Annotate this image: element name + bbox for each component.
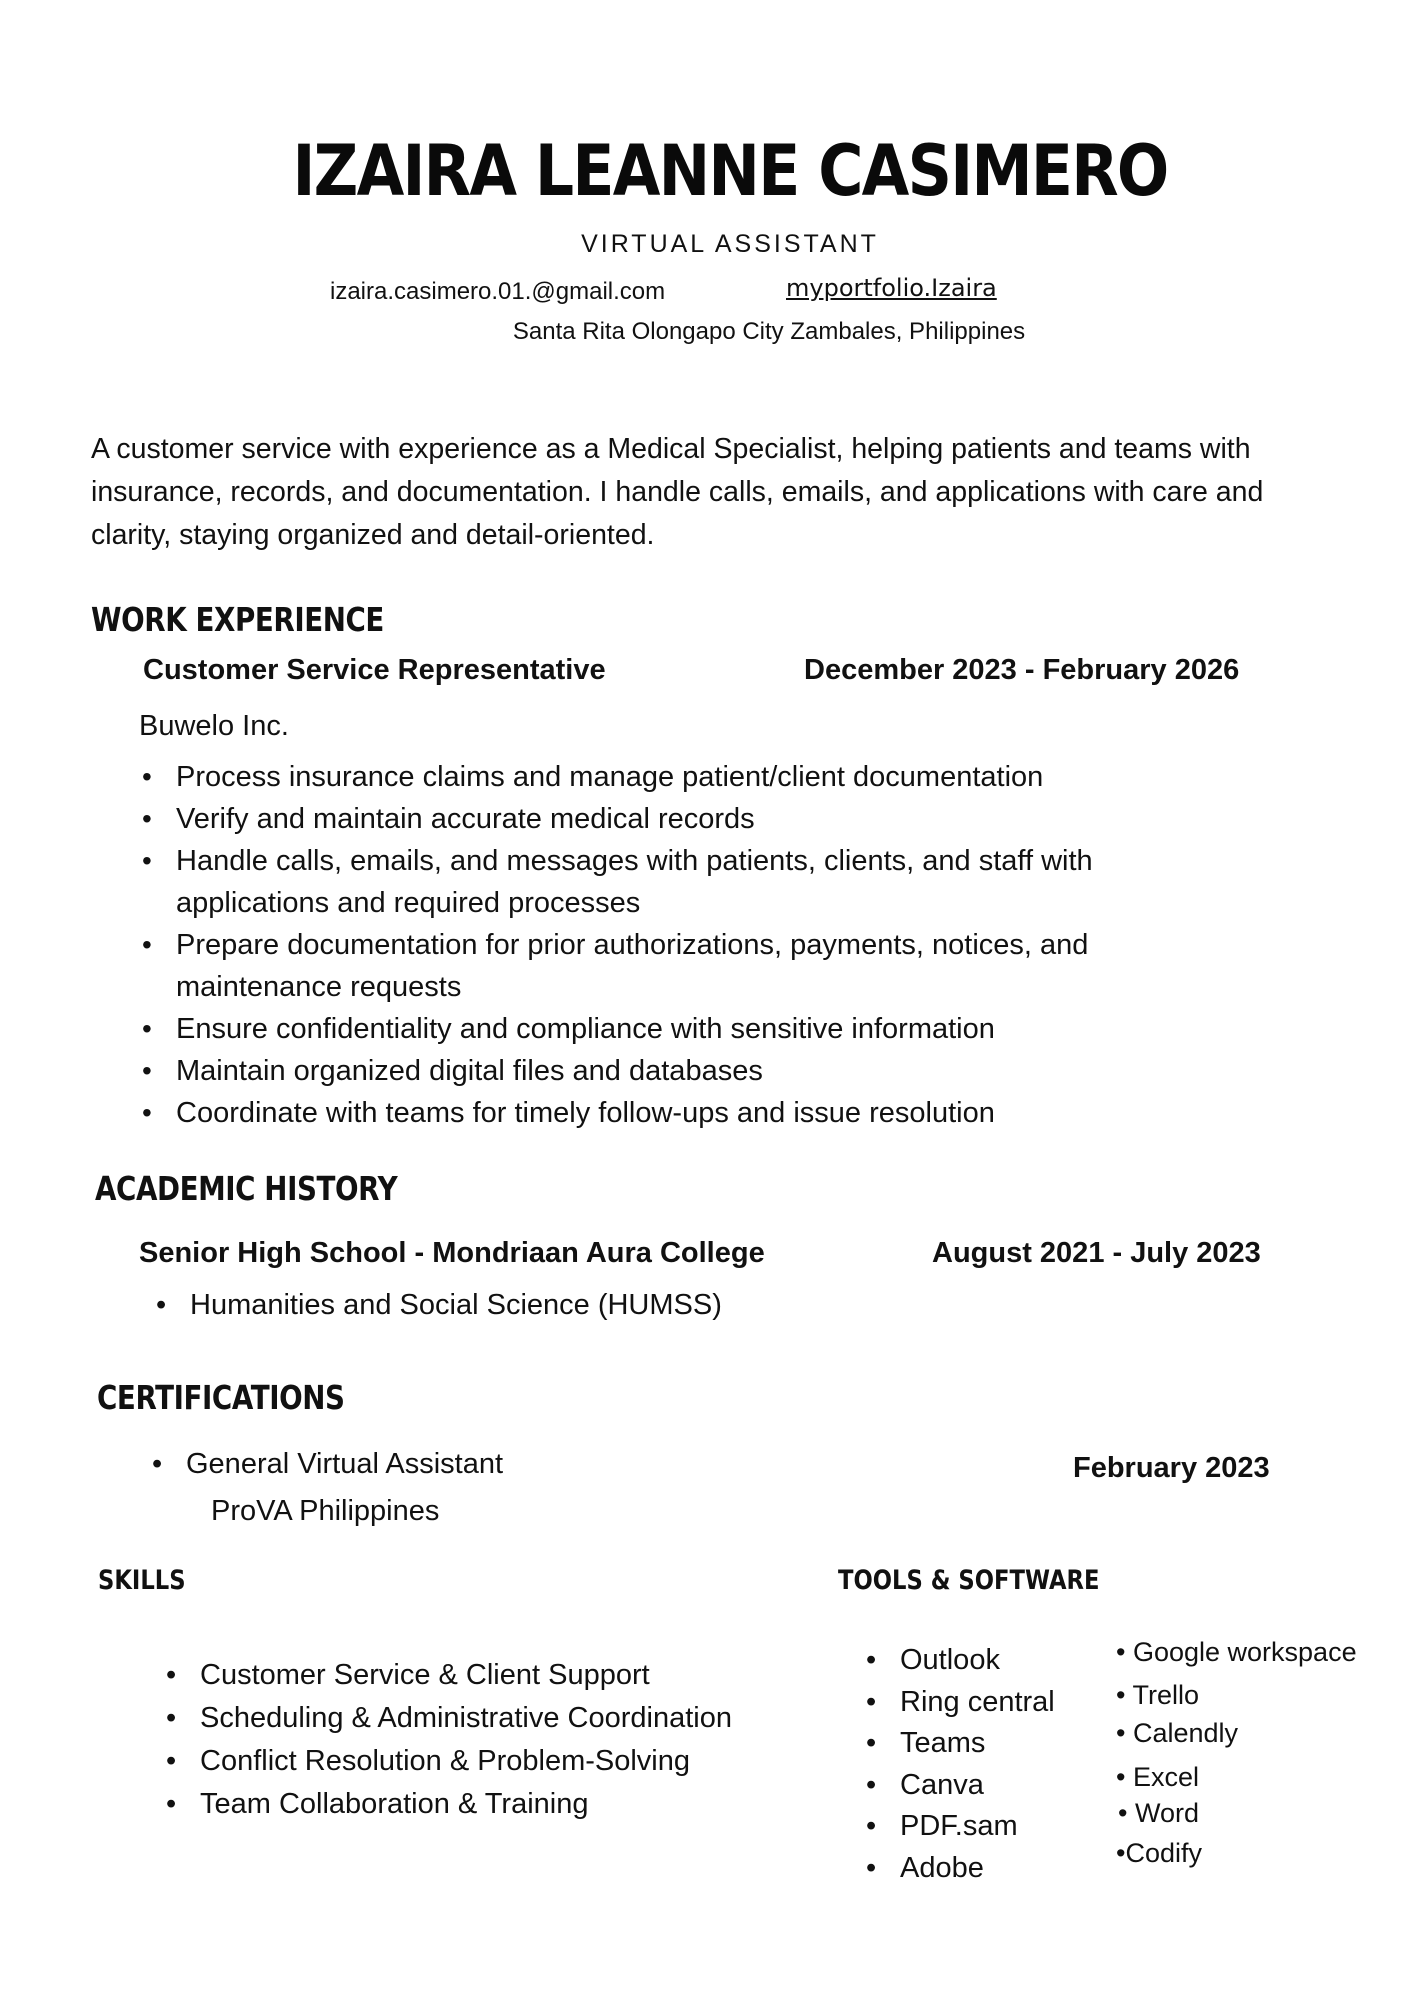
cert-issuer: ProVA Philippines bbox=[211, 1495, 440, 1527]
list-item: • Scheduling & Administrative Coordination bbox=[166, 1697, 866, 1740]
tool-calendly: • Calendly bbox=[1116, 1718, 1239, 1748]
list-item: • Process insurance claims and manage patient/client documentation bbox=[142, 756, 1222, 798]
candidate-name: IZAIRA LEANNE CASIMERO bbox=[292, 130, 1168, 212]
tool-codify: •Codify bbox=[1116, 1838, 1202, 1868]
work-dates: December 2023 - February 2026 bbox=[804, 654, 1240, 686]
academic-school: Senior High School - Mondriaan Aura College bbox=[139, 1237, 765, 1269]
section-heading-tools: TOOLS & SOFTWARE bbox=[838, 1565, 1100, 1596]
tool-google-workspace: • Google workspace bbox=[1116, 1637, 1357, 1667]
academic-bullet-list bbox=[156, 1289, 722, 1322]
work-job-title: Customer Service Representative bbox=[143, 654, 606, 686]
profile-summary: A customer service with experience as a Medical Specialist, helping patients and teams with insurance, records, and documentation. I handle calls, emails, and applications with care and clarity, staying organized and detail-oriented. bbox=[91, 433, 1264, 551]
tool-trello: • Trello bbox=[1116, 1680, 1199, 1710]
work-company: Buwelo Inc. bbox=[139, 710, 289, 742]
list-item: • Team Collaboration & Training bbox=[166, 1783, 866, 1826]
list-item: • Canva bbox=[866, 1765, 1126, 1807]
cert-date: February 2023 bbox=[1073, 1452, 1270, 1484]
tools-list-primary bbox=[866, 1640, 1126, 1889]
list-item: • Ensure confidentiality and compliance with sensitive information bbox=[142, 1008, 1222, 1050]
list-item: • Conflict Resolution & Problem-Solving bbox=[166, 1740, 866, 1783]
list-item: • Adobe bbox=[866, 1848, 1126, 1890]
section-heading-skills: SKILLS bbox=[98, 1565, 186, 1596]
work-bullet-list bbox=[142, 756, 1222, 1134]
list-item: • Outlook bbox=[866, 1640, 1126, 1682]
list-item: • Verify and maintain accurate medical records bbox=[142, 798, 1222, 840]
section-heading-academic: ACADEMIC HISTORY bbox=[95, 1169, 398, 1208]
home-address: Santa Rita Olongapo City Zambales, Philippines bbox=[512, 318, 1026, 345]
job-title: VIRTUAL ASSISTANT bbox=[581, 230, 879, 258]
list-item: • Teams bbox=[866, 1723, 1126, 1765]
tool-excel: • Excel bbox=[1116, 1762, 1199, 1792]
list-item: • Ring central bbox=[866, 1682, 1126, 1724]
tool-word: • Word bbox=[1118, 1798, 1199, 1828]
cert-bullet-list bbox=[152, 1448, 503, 1481]
list-item: • Prepare documentation for prior authorizations, payments, notices, and maintenance requests bbox=[142, 924, 1176, 1008]
portfolio-link[interactable]: myportfolio.Izaira bbox=[786, 274, 997, 302]
list-item: • Customer Service & Client Support bbox=[166, 1654, 866, 1697]
section-heading-work: WORK EXPERIENCE bbox=[91, 600, 384, 639]
list-item: • Humanities and Social Science (HUMSS) bbox=[156, 1289, 722, 1322]
list-item: • General Virtual Assistant bbox=[152, 1448, 503, 1481]
list-item: • Maintain organized digital files and databases bbox=[142, 1050, 1222, 1092]
section-heading-certifications: CERTIFICATIONS bbox=[97, 1378, 345, 1417]
academic-dates: August 2021 - July 2023 bbox=[932, 1237, 1261, 1269]
list-item: • Coordinate with teams for timely follow-ups and issue resolution bbox=[142, 1092, 1222, 1134]
skills-list bbox=[166, 1654, 866, 1826]
list-item: • Handle calls, emails, and messages with patients, clients, and staff with applications and required processes bbox=[142, 840, 1176, 924]
list-item: • PDF.sam bbox=[866, 1806, 1126, 1848]
email-address[interactable]: izaira.casimero.01.@gmail.com bbox=[330, 278, 666, 305]
